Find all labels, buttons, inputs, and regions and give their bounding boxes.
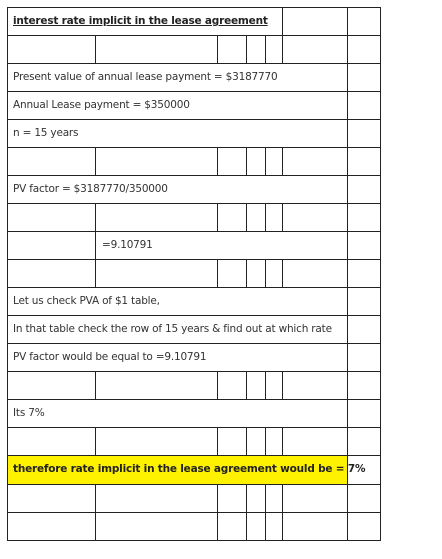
row-border: [7, 147, 381, 148]
row-border: [7, 287, 381, 288]
column-border: [380, 35, 381, 64]
row-border: [7, 203, 381, 204]
column-border: [7, 315, 8, 344]
row-border: [7, 399, 381, 400]
column-border: [217, 371, 218, 400]
cell-text: Its 7%: [13, 407, 45, 419]
row-border: [7, 63, 381, 64]
row-border: [7, 231, 381, 232]
column-border: [282, 484, 283, 513]
column-border: [347, 119, 348, 148]
row-border: [7, 315, 381, 316]
column-border: [7, 147, 8, 176]
column-border: [7, 259, 8, 288]
column-border: [380, 175, 381, 204]
column-border: [347, 287, 348, 316]
column-border: [7, 119, 8, 148]
cell-text: Present value of annual lease payment = $3187770: [13, 71, 278, 83]
column-border: [265, 203, 266, 232]
cell-text: Annual Lease payment = $350000: [13, 99, 190, 111]
column-border: [282, 147, 283, 176]
column-border: [7, 343, 8, 372]
column-border: [282, 371, 283, 400]
column-border: [7, 91, 8, 120]
column-border: [95, 35, 96, 64]
column-border: [380, 91, 381, 120]
column-border: [380, 427, 381, 456]
column-border: [217, 203, 218, 232]
column-border: [265, 427, 266, 456]
row-border: [7, 343, 381, 344]
column-border: [265, 35, 266, 64]
column-border: [246, 371, 247, 400]
column-border: [217, 35, 218, 64]
column-border: [7, 175, 8, 204]
column-border: [95, 259, 96, 288]
column-border: [380, 371, 381, 400]
row-border: [7, 427, 381, 428]
column-border: [347, 512, 348, 541]
row-border: [7, 484, 381, 485]
column-border: [95, 203, 96, 232]
column-border: [380, 203, 381, 232]
column-border: [246, 203, 247, 232]
column-border: [347, 203, 348, 232]
column-border: [380, 315, 381, 344]
row-border: [7, 7, 381, 8]
column-border: [347, 259, 348, 288]
row-border: [7, 119, 381, 120]
column-border: [95, 484, 96, 513]
row-border: [7, 91, 381, 92]
column-border: [7, 399, 8, 428]
column-border: [380, 399, 381, 428]
heading-cell: interest rate implicit in the lease agreement: [13, 15, 268, 27]
column-border: [282, 259, 283, 288]
column-border: [347, 343, 348, 372]
column-border: [246, 35, 247, 64]
column-border: [347, 315, 348, 344]
column-border: [380, 119, 381, 148]
column-border: [282, 7, 283, 36]
column-border: [347, 35, 348, 64]
column-border: [380, 455, 381, 485]
column-border: [7, 35, 8, 64]
column-border: [95, 512, 96, 541]
column-border: [217, 512, 218, 541]
column-border: [246, 427, 247, 456]
conclusion-cell: therefore rate implicit in the lease agreement would be = 7%: [13, 463, 366, 475]
column-border: [7, 7, 8, 36]
column-border: [380, 512, 381, 541]
column-border: [380, 147, 381, 176]
column-border: [347, 231, 348, 260]
column-border: [7, 231, 8, 260]
row-border: [7, 455, 381, 456]
column-border: [380, 259, 381, 288]
column-border: [7, 63, 8, 92]
column-border: [265, 259, 266, 288]
column-border: [347, 371, 348, 400]
column-border: [217, 484, 218, 513]
row-border: [7, 371, 381, 372]
column-border: [347, 91, 348, 120]
cell-text: =9.10791: [102, 239, 153, 251]
column-border: [380, 7, 381, 36]
column-border: [246, 484, 247, 513]
column-border: [246, 147, 247, 176]
column-border: [7, 512, 8, 541]
column-border: [380, 484, 381, 513]
column-border: [347, 399, 348, 428]
row-border: [7, 512, 381, 513]
column-border: [7, 287, 8, 316]
cell-text: In that table check the row of 15 years & find out at which rate: [13, 323, 332, 335]
column-border: [7, 427, 8, 456]
column-border: [95, 231, 96, 260]
column-border: [347, 175, 348, 204]
column-border: [217, 147, 218, 176]
cell-text: PV factor would be equal to =9.10791: [13, 351, 207, 363]
row-border: [7, 175, 381, 176]
column-border: [380, 287, 381, 316]
column-border: [265, 147, 266, 176]
column-border: [282, 512, 283, 541]
column-border: [380, 343, 381, 372]
column-border: [265, 371, 266, 400]
cell-text: n = 15 years: [13, 127, 79, 139]
column-border: [282, 427, 283, 456]
column-border: [282, 203, 283, 232]
row-border: [7, 35, 381, 36]
column-border: [217, 427, 218, 456]
column-border: [347, 427, 348, 456]
row-border: [7, 540, 381, 541]
column-border: [380, 231, 381, 260]
column-border: [95, 147, 96, 176]
column-border: [265, 484, 266, 513]
column-border: [95, 371, 96, 400]
column-border: [246, 512, 247, 541]
column-border: [282, 35, 283, 64]
column-border: [347, 7, 348, 36]
column-border: [347, 484, 348, 513]
cell-text: Let us check PVA of $1 table,: [13, 295, 160, 307]
column-border: [265, 512, 266, 541]
column-border: [217, 259, 218, 288]
column-border: [380, 63, 381, 92]
cell-text: PV factor = $3187770/350000: [13, 183, 168, 195]
row-border: [7, 259, 381, 260]
column-border: [95, 427, 96, 456]
column-border: [7, 455, 8, 485]
column-border: [7, 484, 8, 513]
column-border: [347, 147, 348, 176]
column-border: [7, 203, 8, 232]
column-border: [7, 371, 8, 400]
column-border: [347, 63, 348, 92]
column-border: [246, 259, 247, 288]
